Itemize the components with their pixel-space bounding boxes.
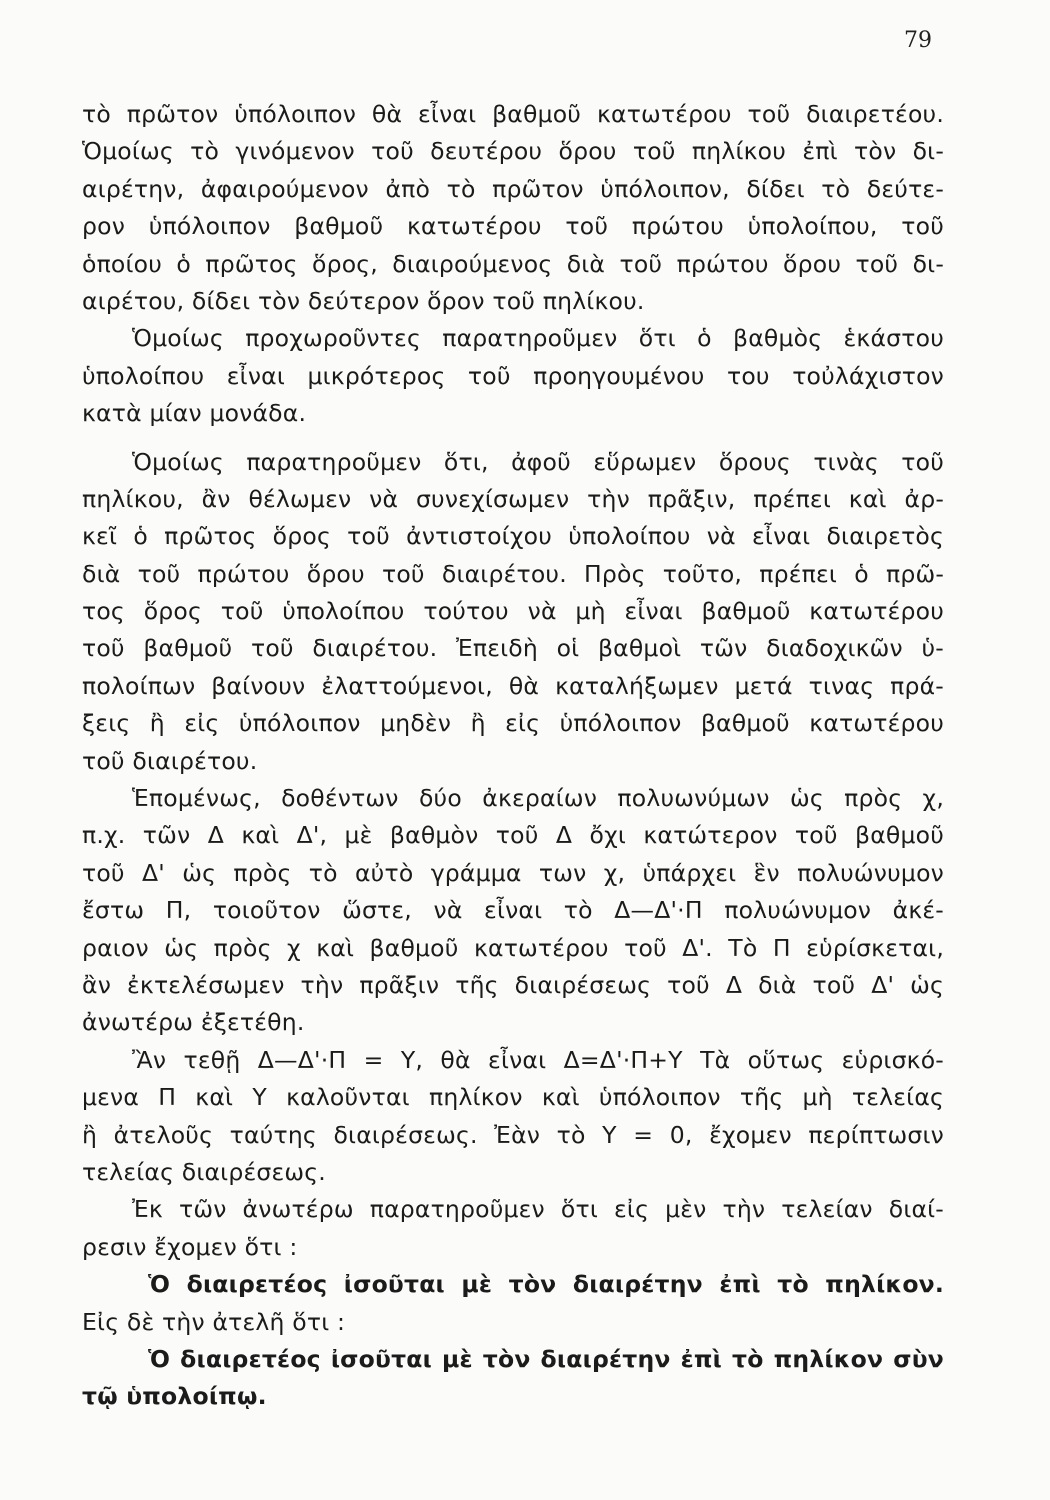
- text-line: τὸ πρῶτον ὑπόλοιπον θὰ εἶναι βαθμοῦ κατωτέρου τοῦ διαιρετέου.: [82, 100, 944, 128]
- text-line: πολοίπων βαίνουν ἐλαττούμενοι, θὰ καταλήξωμεν μετά τινας πρά-: [82, 671, 944, 700]
- body-text: [82, 96, 944, 1416]
- text-line: κατὰ μίαν μονάδα.: [82, 399, 307, 428]
- text-line: Εἰς δὲ τὴν ἀτελῆ ὅτι :: [82, 1307, 346, 1336]
- text-line: αιρέτην, ἀφαιρούμενον ἀπὸ τὸ πρῶτον ὑπόλοιπον, δίδει τὸ δεύτε-: [82, 174, 944, 203]
- text-line: ἢ ἀτελοῦς ταύτης διαιρέσεως. Ἐὰν τὸ Υ = 0, ἔχομεν περίπτωσιν: [82, 1120, 944, 1149]
- text-line: ἔστω Π, τοιοῦτον ὥστε, νὰ εἶναι τὸ Δ—Δ'·Π πολυώνυμον ἀκέ-: [82, 896, 944, 925]
- text-line: τοῦ Δ' ὡς πρὸς τὸ αὐτὸ γράμμα των χ, ὑπάρχει ἓν πολυώνυμον: [82, 858, 944, 887]
- text-line: κεῖ ὁ πρῶτος ὅρος τοῦ ἀντιστοίχου ὑπολοίπου νὰ εἶναι διαιρετὸς: [82, 522, 944, 551]
- paragraph-start-line: Ὁμοίως παρατηροῦμεν ὅτι, ἀφοῦ εὕρωμεν ὅρους τινὰς τοῦ: [132, 447, 944, 476]
- paragraph-start-line: Ἐκ τῶν ἀνωτέρω παρατηροῦμεν ὅτι εἰς μὲν τὴν τελείαν διαί-: [132, 1195, 944, 1224]
- text-line: ρεσιν ἔχομεν ὅτι :: [82, 1232, 298, 1261]
- text-line: τοῦ διαιρέτου.: [82, 746, 258, 775]
- text-line: π.χ. τῶν Δ καὶ Δ', μὲ βαθμὸν τοῦ Δ ὄχι κατώτερον τοῦ βαθμοῦ: [82, 821, 944, 850]
- page-number: 79: [904, 28, 932, 53]
- text-line: ρον ὑπόλοιπον βαθμοῦ κατωτέρου τοῦ πρώτου ὑπολοίπου, τοῦ: [82, 212, 944, 241]
- text-line: τελείας διαιρέσεως.: [82, 1157, 326, 1186]
- text-line: ἂν ἐκτελέσωμεν τὴν πρᾶξιν τῆς διαιρέσεως τοῦ Δ διὰ τοῦ Δ' ὡς: [82, 970, 944, 999]
- paragraph-start-line: Ἂν τεθῇ Δ—Δ'·Π = Υ, θὰ εἶναι Δ=Δ'·Π+Υ Τὰ οὕτως εὑρισκό-: [132, 1045, 944, 1074]
- paragraph-start-line: Ὁμοίως προχωροῦντες παρατηροῦμεν ὅτι ὁ βαθμὸς ἑκάστου: [132, 324, 944, 353]
- rule-statement-perfect-division: Ὁ διαιρετέος ἰσοῦται μὲ τὸν διαιρέτην ἐπὶ τὸ πηλίκον.: [148, 1270, 944, 1299]
- text-line: αιρέτου, δίδει τὸν δεύτερον ὅρον τοῦ πηλίκου.: [82, 286, 645, 315]
- text-line: μενα Π καὶ Υ καλοῦνται πηλίκον καὶ ὑπόλοιπον τῆς μὴ τελείας: [82, 1083, 944, 1112]
- text-line: ξεις ἢ εἰς ὑπόλοιπον μηδὲν ἢ εἰς ὑπόλοιπον βαθμοῦ κατωτέρου: [82, 709, 944, 738]
- paragraph-gap: [82, 433, 944, 444]
- text-line: ὁποίου ὁ πρῶτος ὅρος, διαιρούμενος διὰ τοῦ πρώτου ὅρου τοῦ δι-: [82, 249, 944, 278]
- rule-statement-end: τῷ ὑπολοίπῳ.: [82, 1382, 267, 1411]
- rule-statement-imperfect-division: Ὁ διαιρετέος ἰσοῦται μὲ τὸν διαιρέτην ἐπὶ τὸ πηλίκον σὺν: [148, 1344, 944, 1373]
- text-line: ὑπολοίπου εἶναι μικρότερος τοῦ προηγουμένου του τοὐλάχιστον: [82, 361, 944, 390]
- paragraph-start-line: Ἑπομένως, δοθέντων δύο ἀκεραίων πολυωνύμων ὡς πρὸς χ,: [132, 784, 944, 813]
- text-line: ἀνωτέρω ἐξετέθη.: [82, 1008, 305, 1037]
- text-line: τοῦ βαθμοῦ τοῦ διαιρέτου. Ἐπειδὴ οἱ βαθμοὶ τῶν διαδοχικῶν ὑ-: [82, 634, 944, 663]
- text-line: πηλίκου, ἂν θέλωμεν νὰ συνεχίσωμεν τὴν πρᾶξιν, πρέπει καὶ ἀρ-: [82, 484, 944, 513]
- text-line: ραιον ὡς πρὸς χ καὶ βαθμοῦ κατωτέρου τοῦ Δ'. Τὸ Π εὑρίσκεται,: [82, 933, 944, 962]
- text-line: Ὁμοίως τὸ γινόμενον τοῦ δευτέρου ὅρου τοῦ πηλίκου ἐπὶ τὸν δι-: [82, 137, 944, 166]
- text-line: τος ὅρος τοῦ ὑπολοίπου τούτου νὰ μὴ εἶναι βαθμοῦ κατωτέρου: [82, 597, 944, 626]
- text-line: διὰ τοῦ πρώτου ὅρου τοῦ διαιρέτου. Πρὸς τοῦτο, πρέπει ὁ πρῶ-: [82, 559, 944, 588]
